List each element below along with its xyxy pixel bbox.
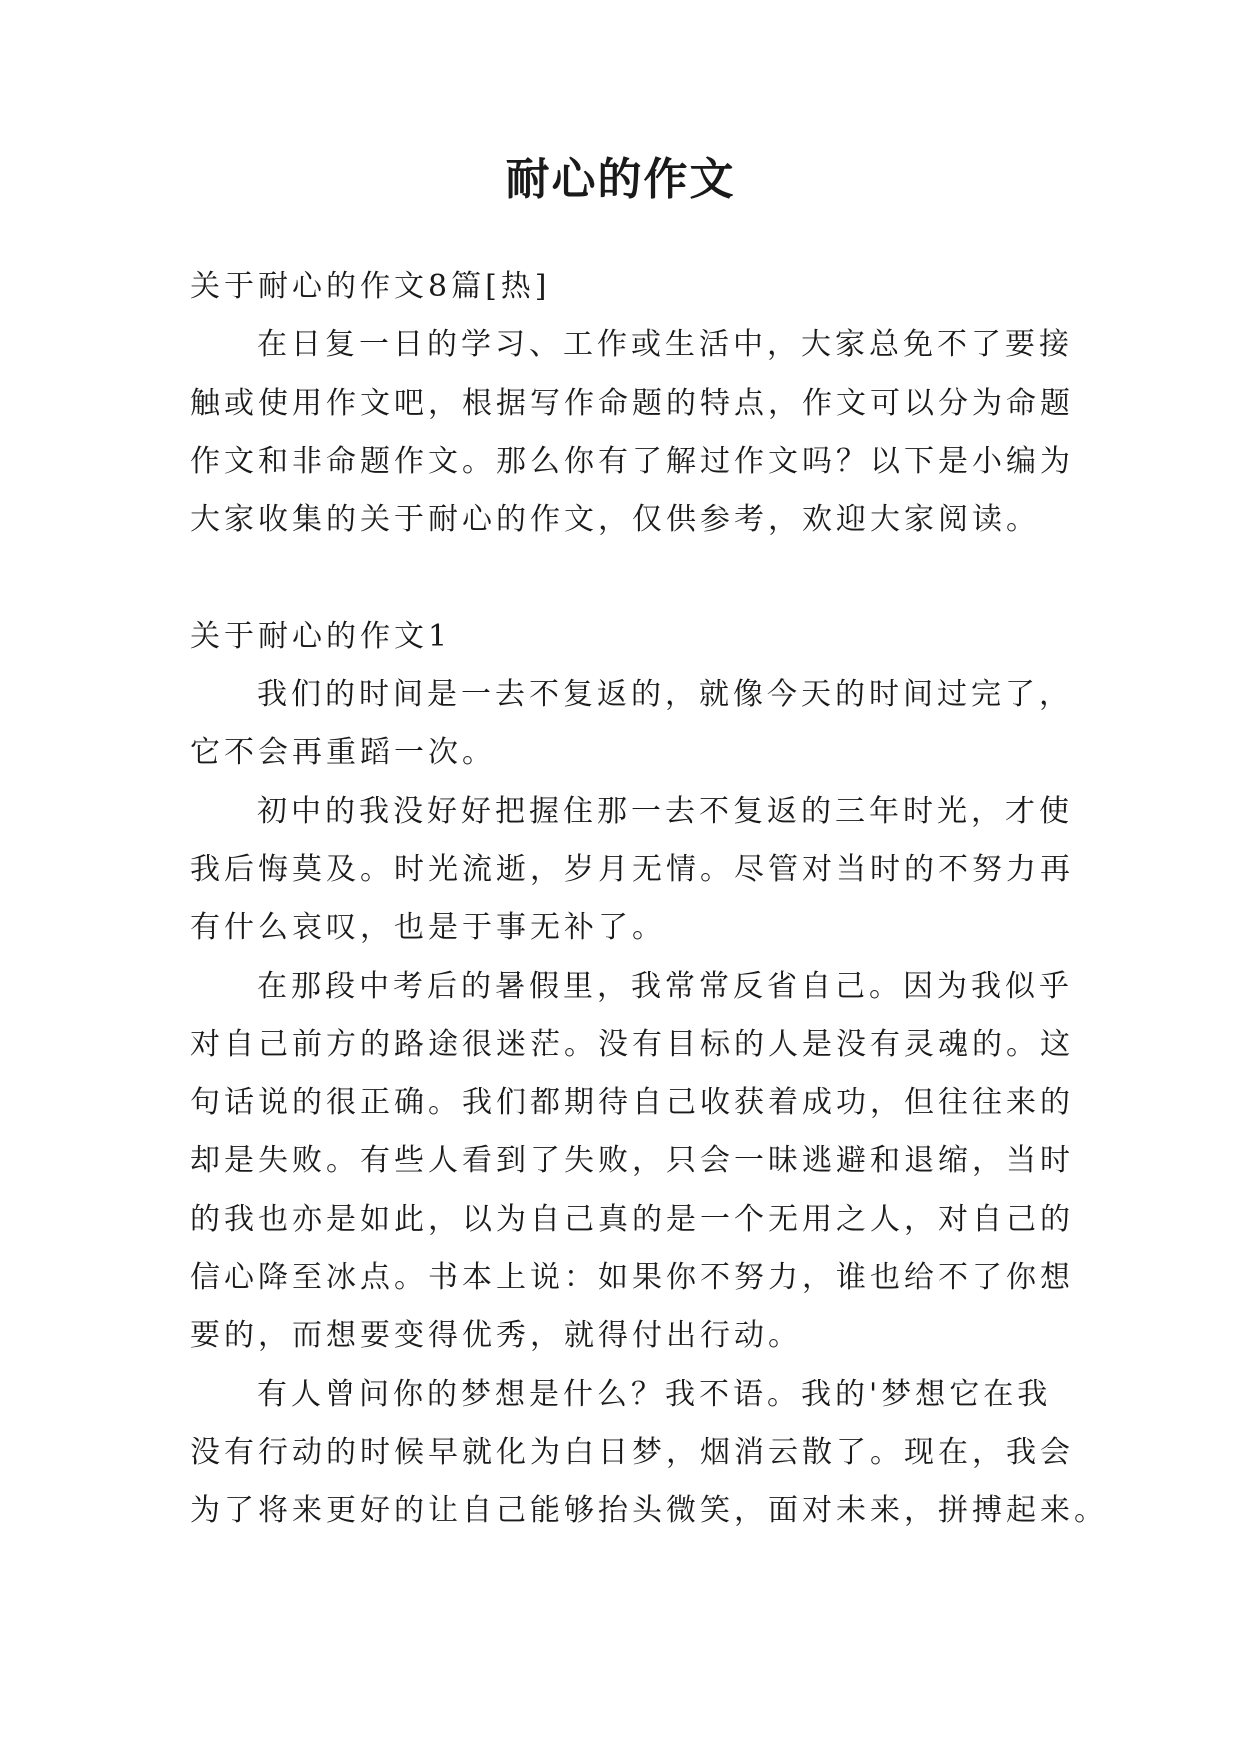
text-line: 的我也亦是如此，以为自己真的是一个无用之人，对自己的 bbox=[190, 1201, 1074, 1237]
body-paragraph bbox=[190, 958, 1074, 1366]
text-line: 作文和非命题作文。那么你有了解过作文吗？以下是小编为 bbox=[190, 443, 1074, 479]
article-subtitle: 关于耐心的作文8篇[热] bbox=[190, 269, 551, 304]
text-line: 为了将来更好的让自己能够抬头微笑，面对未来，拼搏起来。 bbox=[190, 1493, 1108, 1529]
text-line: 在那段中考后的暑假里，我常常反省自己。因为我似乎 bbox=[257, 968, 1073, 1004]
text-line: 在日复一日的学习、工作或生活中，大家总免不了要接 bbox=[257, 327, 1073, 363]
text-line: 初中的我没好好把握住那一去不复返的三年时光，才使 bbox=[257, 793, 1073, 829]
text-line: 没有行动的时候早就化为白日梦，烟消云散了。现在，我会 bbox=[190, 1434, 1074, 1470]
body-paragraph bbox=[190, 666, 1073, 783]
text-line: 它不会再重蹈一次。 bbox=[190, 735, 496, 771]
text-line: 大家收集的关于耐心的作文，仅供参考，欢迎大家阅读。 bbox=[190, 502, 1040, 538]
text-line: 句话说的很正确。我们都期待自己收获着成功，但往往来的 bbox=[190, 1085, 1074, 1121]
text-line: 有人曾问你的梦想是什么？我不语。我的'梦想它在我 bbox=[257, 1376, 1052, 1412]
text-line: 对自己前方的路途很迷茫。没有目标的人是没有灵魂的。这 bbox=[190, 1026, 1074, 1062]
body-paragraph bbox=[190, 783, 1074, 958]
document-title: 耐心的作文 bbox=[505, 154, 736, 205]
text-line: 我后悔莫及。时光流逝，岁月无情。尽管对当时的不努力再 bbox=[190, 851, 1074, 887]
text-line: 信心降至冰点。书本上说：如果你不努力，谁也给不了你想 bbox=[190, 1260, 1074, 1296]
text-line: 却是失败。有些人看到了失败，只会一昧逃避和退缩，当时 bbox=[190, 1143, 1074, 1179]
section-heading: 关于耐心的作文1 bbox=[190, 618, 452, 654]
text-line: 有什么哀叹，也是于事无补了。 bbox=[190, 910, 666, 946]
body-paragraph bbox=[190, 1366, 1108, 1541]
text-line: 触或使用作文吧，根据写作命题的特点，作文可以分为命题 bbox=[190, 385, 1074, 421]
intro-paragraph bbox=[190, 316, 1074, 549]
paragraph-spacer bbox=[190, 549, 1060, 607]
document-body bbox=[190, 258, 1108, 1541]
text-line: 要的，而想要变得优秀，就得付出行动。 bbox=[190, 1318, 802, 1354]
text-line: 我们的时间是一去不复返的，就像今天的时间过完了， bbox=[257, 677, 1073, 713]
